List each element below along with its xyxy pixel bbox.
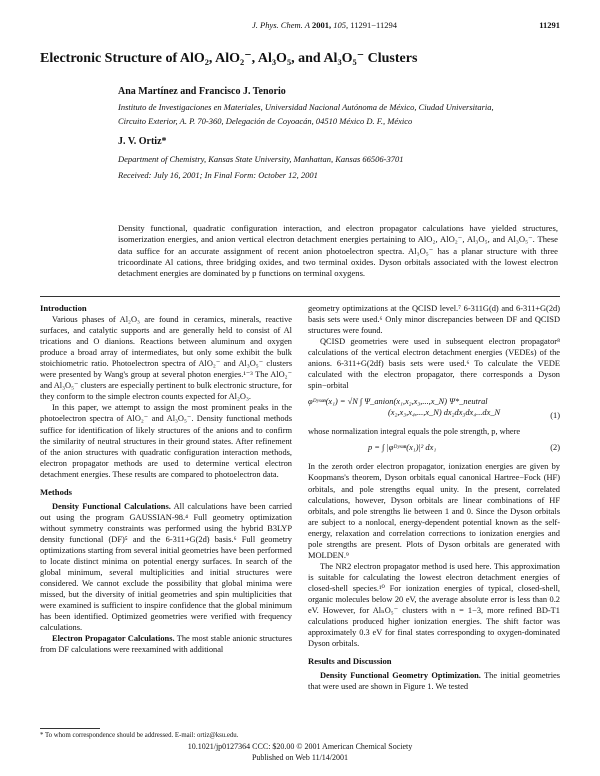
equation-2-number: (2) [550,443,560,453]
received-dates: Received: July 16, 2001; In Final Form: October 12, 2001 [118,170,318,180]
equation-2 [368,442,560,456]
ep-runin-heading: Electron Propagator Calculations. [52,634,175,644]
journal-year: 2001, [312,20,332,30]
equation-1-number: (1) [550,411,560,421]
equation-1 [308,396,560,424]
page-number: 11291 [539,20,560,30]
footer-published: Published on Web 11/14/2001 [251,753,349,762]
dfgo-paragraph [308,670,560,692]
methods-heading: Methods [40,486,72,497]
affiliation-2: Department of Chemistry, Kansas State University, Manhattan, Kansas 66506-3701 [118,154,404,164]
right-paragraph-2: QCISD geometries were used in subsequent electron propagator⁸ calculations of the vertical electron detachment energies (VEDEs) of the anions. 6-311+G(2df) basis sets were used.⁶ To calculate the VEDE calculated with the electron propagator, there corresponds a Dyson spin−orbital [308,337,560,391]
journal-name: J. Phys. Chem. A [252,20,310,30]
left-column [40,303,292,655]
dft-paragraph [40,501,292,634]
dft-text: All calculations have been carried out using the program GAUSSIAN-98.⁴ Full geometry optimization without symmetry constraints was performed using the hybrid B3LYP density functional (DF)⁵ and the 6-311+G(2d) basis.⁶ Full geometry optimizations starting from several initial geometries have been performed to locate distinct minima on potential energy surfaces. In search of the global minimum, several multiplicities and initial structures were considered. We cannot exclude the possibility that global minima were missed, but the diversity of initial geometries and spin multiplicities that were examined is sufficient to inspire confidence that the global minimum has been identified. Optimized geometries were verified with frequency calculations. [40,501,292,633]
abstract: Density functional, quadratic configuration interaction, and electron propagator calculations have yielded structures, isomerization energies, and anion vertical electron detachment energies pertaining to AlO₂, AlO₂⁻, Al₃O₅, and Al₃O₅⁻. These data suffice for an accurate assignment of recent anion photoelectron spectra. Al₃O₅⁻ has a planar structure with three tricoordinate Al cations, three bridging oxides, and two terminal oxides. Dyson orbitals associated with the lowest electron detachment energies are dominated by p functions on terminal oxygens. [118,223,558,279]
affiliation-1-line-2: Circuito Exterior, A. P. 70-360, Delegación de Coyoacán, 04510 México D. F., México [118,116,413,126]
authors-group-2: J. V. Ortiz* [118,136,167,147]
affiliation-1-line-1: Instituto de Investigaciones en Materiales, Universidad Nacional Autónoma de México, Ciudad Universitaria, [118,102,494,112]
paper-title: Electronic Structure of AlO₂, AlO₂⁻, Al₃O₅, and Al₃O₅⁻ Clusters [40,51,418,66]
right-paragraph-3: whose normalization integral equals the pole strength, p, where [308,427,521,437]
ep-text: The most stable anionic structures from DF calculations were reexamined with additional [40,634,292,655]
section-divider [40,296,560,297]
equation-1-line-2: (x₂,x₃,x₄,...,x_N) dx₂dx₃dx₄...dx_N [388,408,501,418]
dft-runin-heading: Density Functional Calculations. [52,501,171,511]
equation-1-line-1: φᴰʸˢᵒⁿ(x₁) = √N ∫ Ψ_anion(x₁,x₂,x₃,...,x_N) Ψ*_neutral [308,397,488,407]
footnote: * To whom correspondence should be addressed. E-mail: ortiz@ksu.edu. [40,732,239,739]
page-range: 11291−11294 [350,20,397,30]
footer-doi: 10.1021/jp0127364 CCC: $20.00 © 2001 American Chemical Society [187,742,413,751]
affiliation-1 [118,100,558,128]
authors-group-1: Ana Martínez and Francisco J. Tenorio [118,86,286,97]
right-paragraph-1: geometry optimizations at the QCISD level.⁷ 6-311G(d) and 6-311+G(2d) basis sets were used.⁶ Only minor discrepancies between DF and QCISD structures were found. [308,304,560,336]
right-column [308,303,560,692]
intro-paragraph-2: In this paper, we attempt to assign the most prominent peaks in the photoelectron spectra of AlO₂⁻ and Al₃O₅⁻. Density functional methods suffice for identification of likely structures of the anions and to confirm the similarity of neutral structures in their ground states. After refinement of the anion structures with quadratic configuration interaction methods, electron propagator methods are used to determine vertical electron detachment energies. These results are compared to photoelectron data. [40,403,292,479]
intro-paragraph-1: Various phases of Al₂O₃ are found in ceramics, minerals, reactive surfaces, and catalytic supports and are generally held to consist of Al trications and O dianions. Reactions between aluminum and oxygen produce a broad array of intermediates, but only some exhibit the bulk stoichiometric ratio. Photoelectron spectra of AlO₂⁻ and Al₃O₅⁻ clusters were presented by Wang's group at several photon energies.¹⁻³ The AlO₂⁻ and Al₃O₅⁻ clusters are especially pertinent to bulk electronic structure, for they conform to the simple electron counts expected for Al₂O₃. [40,315,292,402]
intro-heading: Introduction [40,303,87,313]
right-paragraph-5: The NR2 electron propagator method is used here. This approximation is suitable for calculating the lowest electron detachment energies of closed-shell species.¹⁰ For ionization energies of typical, closed-shell, organic molecules below 20 eV, the average absolute error is less than 0.2 eV. However, for AlₙO₅⁻ clusters with n = 1−3, more refined BD-T1 calculations produced higher ionization energies. The shift factor was approximately 0.3 eV for final states corresponding to oxygen-dominated Dyson orbitals. [308,561,560,649]
results-heading: Results and Discussion [308,656,392,667]
equation-2-body: p = ∫ |φᴰʸˢᵒⁿ(x₁)|² dx₁ [368,443,437,453]
journal-volume: 105, [333,20,349,30]
ep-paragraph [40,633,292,655]
footnote-rule [40,728,100,729]
right-paragraph-4: In the zeroth order electron propagator, ionization energies are given by Koopmans's theorem, Dyson orbitals equal canonical Hartree−Fock (HF) orbitals, and pole strengths equal unity. In the present, correlated calculations, however, Dyson orbitals are linear combinations of HF orbitals, and pole strengths lie between 1 and 0. Since the Dyson orbitals are subject to a nonlocal, energy-dependent potential known as the self-energy, relaxation and correlation corrections to ionization energies and pole strengths are present. Plots of Dyson orbitals are generated with MOLDEN.⁹ [308,462,560,560]
running-header [252,20,397,30]
dfgo-runin-heading: Density Functional Geometry Optimization. [320,671,481,681]
dfgo-text: The initial geometries that were used are shown in Figure 1. We tested [308,671,560,692]
